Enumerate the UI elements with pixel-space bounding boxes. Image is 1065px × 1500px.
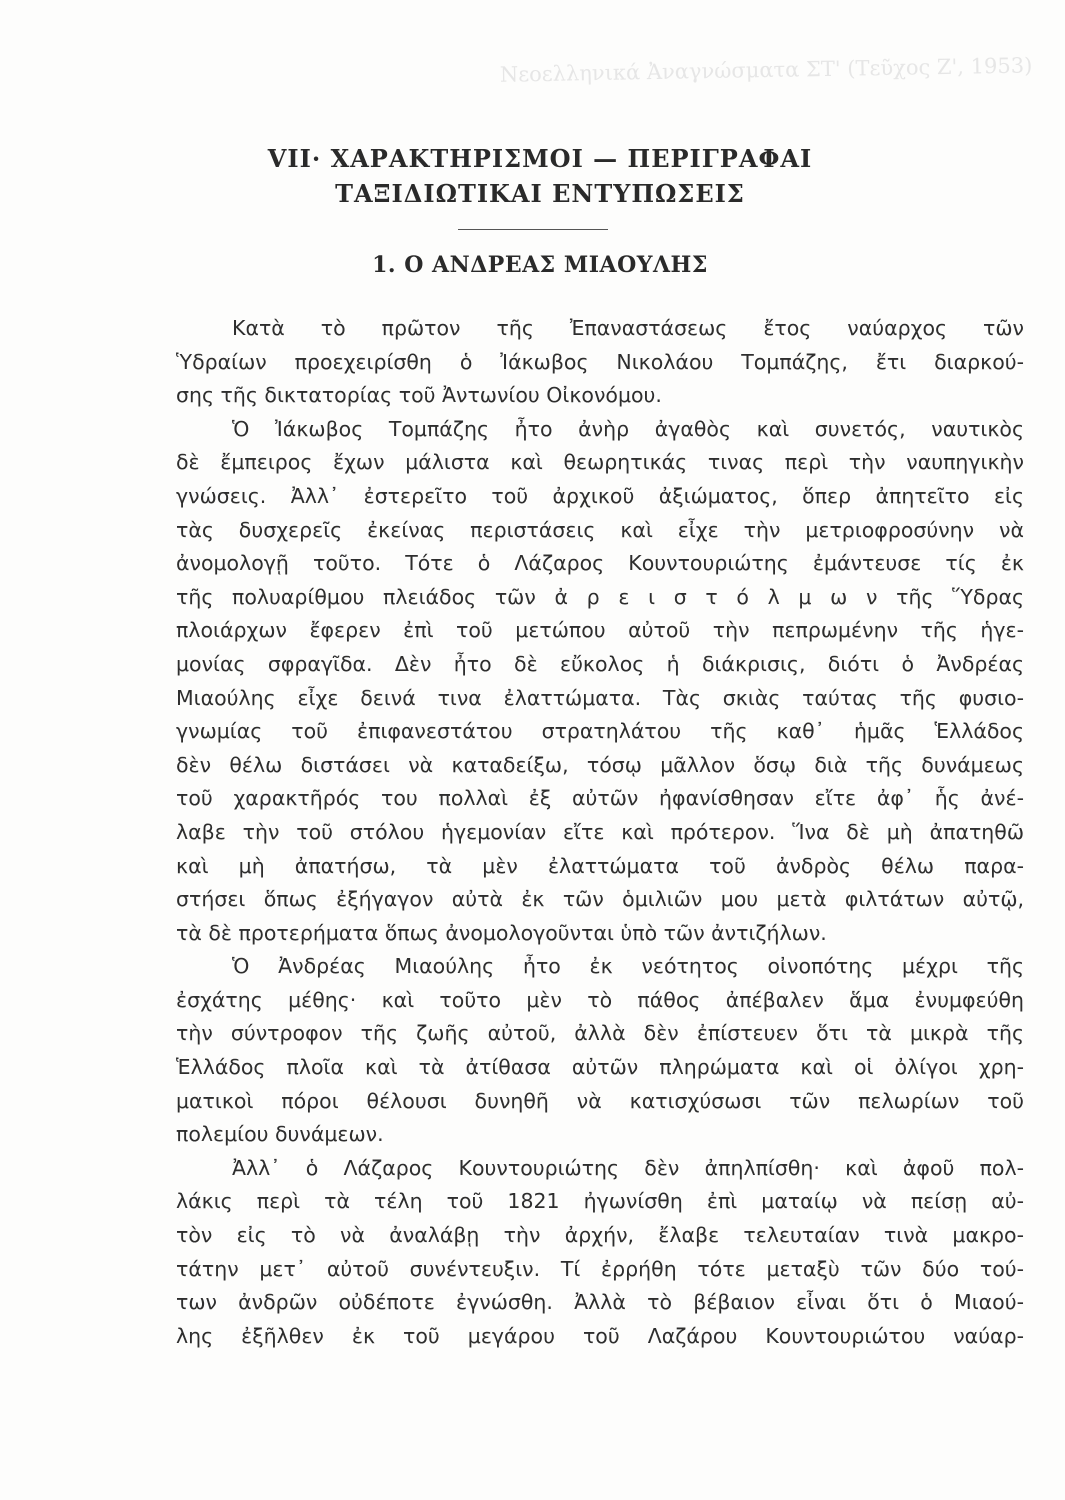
- text-line: πολεμίου δυνάμεων.: [176, 1122, 384, 1147]
- section-title: 1. Ο ΑΝΔΡΕΑΣ ΜΙΑΟΥΛΗΣ: [372, 252, 708, 278]
- text-line: τὰς δυσχερεῖς ἐκείνας περιστάσεις καὶ εἶχε τὴν μετριοφροσύνην νὰ: [176, 517, 1024, 542]
- text-line: καὶ μὴ ἀπατήσω, τὰ μὲν ἐλαττώματα τοῦ ἀνδρὸς θέλω παρα-: [176, 853, 1024, 878]
- text-line: τάτην μετ᾽ αὐτοῦ συνέντευξιν. Τί ἐρρήθη τότε μεταξὺ τῶν δύο τού-: [176, 1256, 1024, 1281]
- text-line: στήσει ὅπως ἐξήγαγον αὐτὰ ἐκ τῶν ὁμιλιῶν μου μετὰ φιλτάτων αὐτῷ,: [176, 887, 1024, 912]
- text-line: γνωμίας τοῦ ἐπιφανεστάτου στρατηλάτου τῆς καθ᾽ ἡμᾶς Ἑλλάδος: [176, 719, 1024, 744]
- heading-divider: [458, 229, 608, 230]
- text-line: γνώσεις. Ἀλλ᾽ ἐστερεῖτο τοῦ ἀρχικοῦ ἀξιώματος, ὅπερ ἀπητεῖτο εἰς: [176, 483, 1024, 508]
- text-line: μονίας σφραγῖδα. Δὲν ἦτο δὲ εὔκολος ἡ διάκρισις, διότι ὁ Ἀνδρέας: [176, 651, 1024, 676]
- text-line: πλοιάρχων ἔφερεν ἐπὶ τοῦ μετώπου αὐτοῦ τὴν πεπρωμένην τῆς ἡγε-: [176, 618, 1024, 643]
- text-line: Ἀλλ᾽ ὁ Λάζαρος Κουντουριώτης δὲν ἀπηλπίσθη· καὶ ἀφοῦ πολ-: [232, 1155, 1024, 1180]
- text-line: τῆς πολυαρίθμου πλειάδος τῶν ἀ ρ ε ι σ τ ό λ μ ω ν τῆς Ὕδρας: [176, 584, 1024, 609]
- body-text: [176, 312, 1024, 1353]
- text-line: τὸν εἰς τὸ νὰ ἀναλάβῃ τὴν ἀρχήν, ἔλαβε τελευταίαν τινὰ μακρο-: [176, 1223, 1024, 1248]
- bleed-through-header: Νεοελληνικά Ἀναγνώσματα ΣΤ' (Τεῦχος Ζ', 1953): [499, 53, 1033, 87]
- text-line: λαβε τὴν τοῦ στόλου ἡγεμονίαν εἴτε καὶ πρότερον. Ἵνα δὲ μὴ ἀπατηθῶ: [176, 819, 1024, 844]
- text-line: ἐσχάτης μέθης· καὶ τοῦτο μὲν τὸ πάθος ἀπέβαλεν ἅμα ἐνυμφεύθη: [176, 987, 1024, 1012]
- text-line: δὲν θέλω διστάσει νὰ καταδείξω, τόσῳ μᾶλλον ὅσῳ διὰ τῆς δυνάμεως: [176, 752, 1024, 777]
- text-line: των ἀνδρῶν οὐδέποτε ἐγνώσθη. Ἀλλὰ τὸ βέβαιον εἶναι ὅτι ὁ Μιαού-: [176, 1290, 1024, 1315]
- text-line: ἀνομολογῇ τοῦτο. Τότε ὁ Λάζαρος Κουντουριώτης ἐμάντευσε τίς ἐκ: [176, 551, 1024, 576]
- text-line: ματικοὶ πόροι θέλουσι δυνηθῆ νὰ κατισχύσωσι τῶν πελωρίων τοῦ: [176, 1088, 1024, 1113]
- text-line: σης τῆς δικτατορίας τοῦ Ἀντωνίου Οἰκονόμου.: [176, 383, 662, 408]
- text-line: Μιαούλης εἶχε δεινά τινα ἐλαττώματα. Τὰς σκιὰς ταύτας τῆς φυσιο-: [176, 685, 1024, 710]
- text-line: Ὁ Ἀνδρέας Μιαούλης ἦτο ἐκ νεότητος οἰνοπότης μέχρι τῆς: [232, 954, 1024, 979]
- text-line: τὴν σύντροφον τῆς ζωῆς αὐτοῦ, ἀλλὰ δὲν ἐπίστευεν ὅτι τὰ μικρὰ τῆς: [176, 1021, 1024, 1046]
- text-line: τοῦ χαρακτῆρός του πολλαὶ ἐξ αὐτῶν ἠφανίσθησαν εἴτε ἀφ᾽ ἧς ἀνέ-: [176, 786, 1024, 811]
- text-line: Ὑδραίων προεχειρίσθη ὁ Ἰάκωβος Νικολάου Τομπάζης, ἔτι διαρκού-: [176, 349, 1024, 374]
- text-line: δὲ ἔμπειρος ἔχων μάλιστα καὶ θεωρητικάς τινας περὶ τὴν ναυπηγικὴν: [176, 450, 1024, 475]
- text-line: Ὁ Ἰάκωβος Τομπάζης ἦτο ἀνὴρ ἀγαθὸς καὶ συνετός, ναυτικὸς: [232, 416, 1024, 441]
- text-line: τὰ δὲ προτερήματα ὅπως ἀνομολογοῦνται ὑπὸ τῶν ἀντιζήλων.: [176, 920, 827, 945]
- chapter-heading-line-1: VII· ΧΑΡΑΚΤΗΡΙΣΜΟΙ — ΠΕΡΙΓΡΑΦΑΙ: [267, 144, 813, 173]
- text-line: λάκις περὶ τὰ τέλη τοῦ 1821 ἠγωνίσθη ἐπὶ ματαίῳ νὰ πείσῃ αὐ-: [176, 1189, 1024, 1214]
- text-line: λης ἐξῆλθεν ἐκ τοῦ μεγάρου τοῦ Λαζάρου Κουντουριώτου ναύαρ-: [176, 1323, 1024, 1348]
- text-line: Κατὰ τὸ πρῶτον τῆς Ἐπαναστάσεως ἔτος ναύαρχος τῶν: [232, 316, 1024, 340]
- text-line: Ἑλλάδος πλοῖα καὶ τὰ ἀτίθασα αὐτῶν πληρώματα καὶ οἱ ὀλίγοι χρη-: [176, 1055, 1024, 1080]
- chapter-heading-line-2: ΤΑΞΙΔΙΩΤΙΚΑΙ ΕΝΤΥΠΩΣΕΙΣ: [335, 179, 745, 208]
